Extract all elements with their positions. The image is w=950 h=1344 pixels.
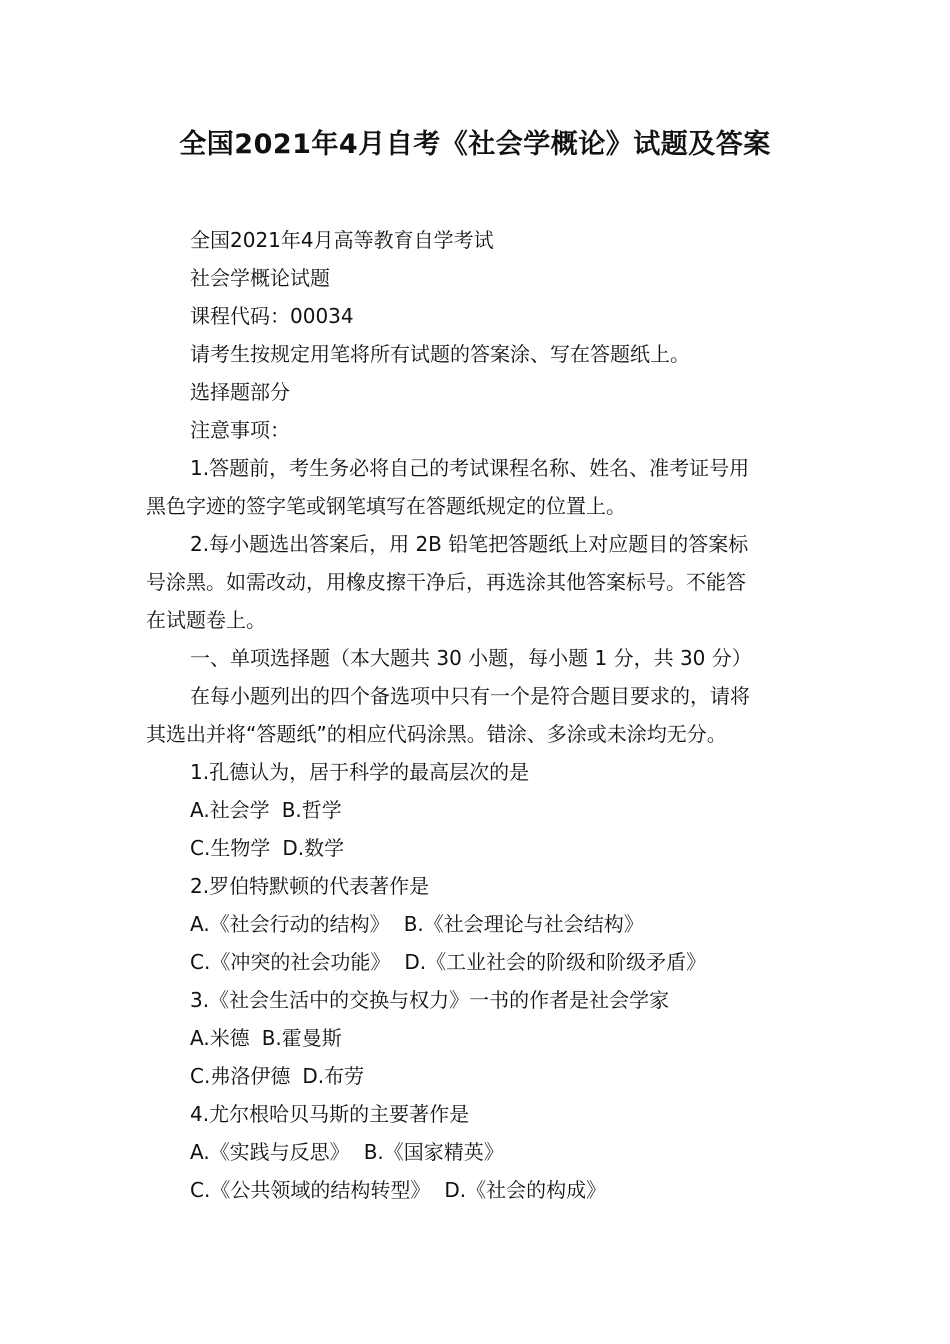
question-2-option-d: D.《工业社会的阶级和阶级矛盾》 <box>404 950 707 974</box>
course-code-line: 课程代码：00034 <box>190 304 354 328</box>
question-2-option-c: C.《冲突的社会功能》 <box>190 950 391 974</box>
question-2-options-row-2 <box>146 943 810 981</box>
question-4-options-row-2 <box>146 1171 810 1209</box>
document-body <box>146 221 810 1209</box>
document-title: 全国2021年4月自考《社会学概论》试题及答案 <box>179 129 771 160</box>
question-4-stem: 4.尤尔根哈贝马斯的主要著作是 <box>190 1102 470 1126</box>
note-2-line-1: 2.每小题选出答案后，用 2B 铅笔把答题纸上对应题目的答案标 <box>190 532 749 556</box>
pen-instruction-line: 请考生按规定用笔将所有试题的答案涂、写在答题纸上。 <box>190 342 690 366</box>
question-4-option-b: B.《国家精英》 <box>363 1140 504 1164</box>
question-2-option-a: A.《社会行动的结构》 <box>190 912 390 936</box>
question-3-options-row-1 <box>146 1019 810 1057</box>
question-1-stem: 1.孔德认为，居于科学的最高层次的是 <box>190 760 530 784</box>
notes-heading: 注意事项： <box>190 418 290 442</box>
question-1-options-row-2 <box>146 829 810 867</box>
question-3-option-d: D.布劳 <box>302 1064 365 1088</box>
question-4-options-row-1 <box>146 1133 810 1171</box>
section-instruction-line-2: 其选出并将“答题纸”的相应代码涂黑。错涂、多涂或未涂均无分。 <box>146 722 727 746</box>
question-3-options-row-2 <box>146 1057 810 1095</box>
note-2-line-3: 在试题卷上。 <box>146 608 266 632</box>
question-2-stem: 2.罗伯特默顿的代表著作是 <box>190 874 430 898</box>
question-3-option-b: B.霍曼斯 <box>261 1026 342 1050</box>
note-1-line-1: 1.答题前，考生务必将自己的考试课程名称、姓名、准考证号用 <box>190 456 750 480</box>
exam-name-line: 全国2021年4月高等教育自学考试 <box>190 228 494 252</box>
paper-name-line: 社会学概论试题 <box>190 266 330 290</box>
question-3-option-a: A.米德 <box>190 1026 250 1050</box>
question-1-option-a: A.社会学 <box>190 798 270 822</box>
section-instruction-line-1: 在每小题列出的四个备选项中只有一个是符合题目要求的，请将 <box>190 684 750 708</box>
question-4-option-d: D.《社会的构成》 <box>444 1178 607 1202</box>
note-2-line-2: 号涂黑。如需改动，用橡皮擦干净后，再选涂其他答案标号。不能答 <box>146 570 746 594</box>
question-2-option-b: B.《社会理论与社会结构》 <box>403 912 644 936</box>
note-1-line-2: 黑色字迹的签字笔或钢笔填写在答题纸规定的位置上。 <box>146 494 626 518</box>
question-1-option-b: B.哲学 <box>281 798 342 822</box>
question-4-option-a: A.《实践与反思》 <box>190 1140 350 1164</box>
section-heading: 一、单项选择题（本大题共 30 小题，每小题 1 分，共 30 分） <box>190 646 752 670</box>
question-4-option-c: C.《公共领域的结构转型》 <box>190 1178 431 1202</box>
question-2-options-row-1 <box>146 905 810 943</box>
question-1-options-row-1 <box>146 791 810 829</box>
question-3-stem: 3.《社会生活中的交换与权力》一书的作者是社会学家 <box>190 988 670 1012</box>
question-3-option-c: C.弗洛伊德 <box>190 1064 291 1088</box>
choice-part-heading: 选择题部分 <box>190 380 290 404</box>
question-1-option-c: C.生物学 <box>190 836 271 860</box>
question-1-option-d: D.数学 <box>282 836 345 860</box>
